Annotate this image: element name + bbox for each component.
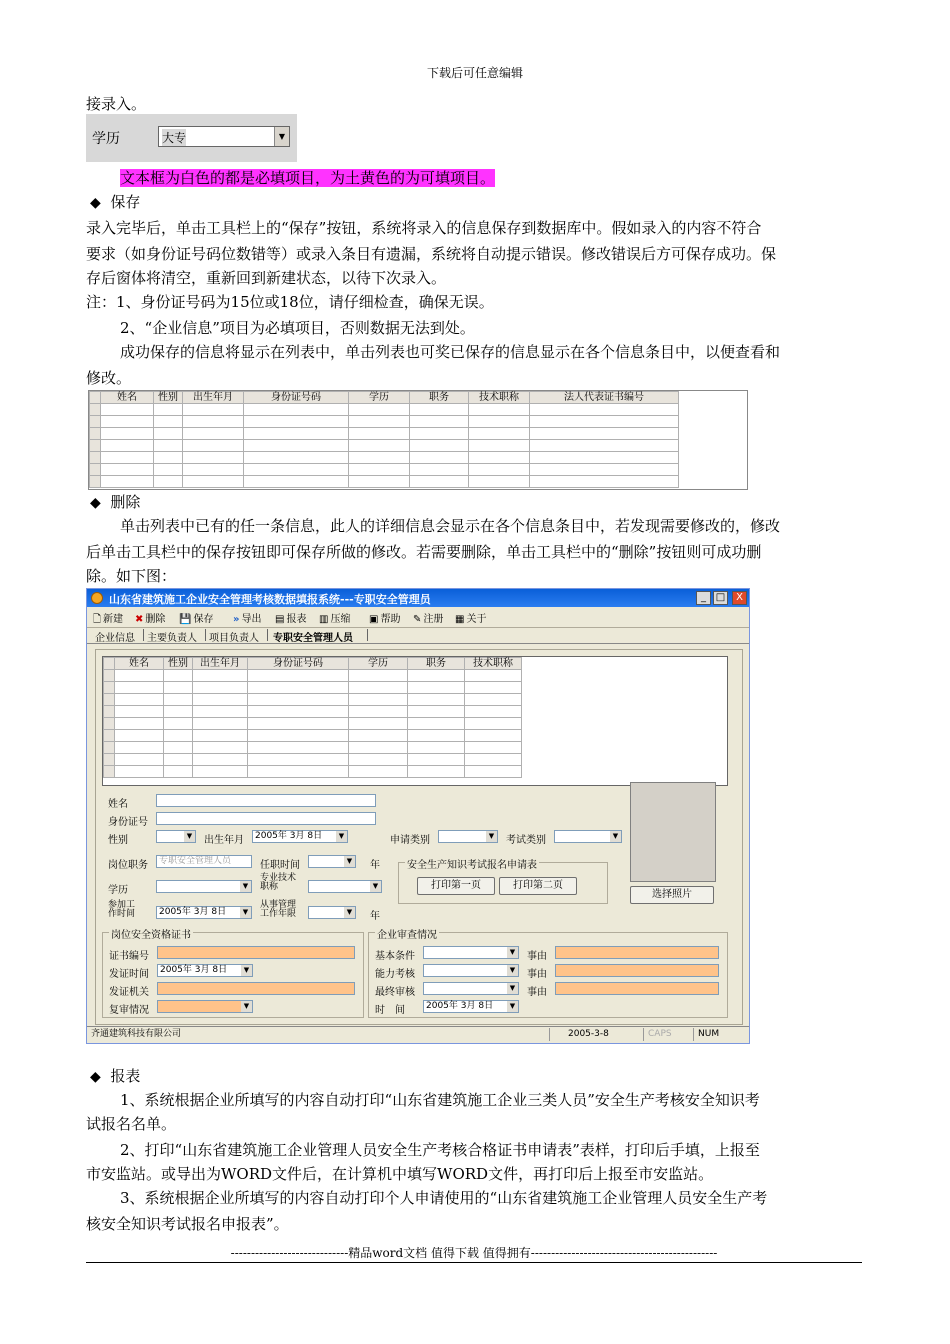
chevron-down-icon[interactable]: ▼ xyxy=(241,965,252,976)
report-paragraph-line: 试报名名单。 xyxy=(86,1115,177,1133)
toolbar xyxy=(87,607,749,628)
issue-org-label: 发证机关 xyxy=(109,987,149,998)
table-row[interactable] xyxy=(104,670,522,682)
grid-header[interactable]: 技术职称 xyxy=(469,392,530,404)
tech-title-select[interactable] xyxy=(308,880,382,893)
delete-paragraph-line: 单击列表中已有的任一条信息，此人的详细信息会显示在各个信息条目中，若发现需要修改的，修改 xyxy=(120,517,781,535)
new-icon: 🗋 xyxy=(93,614,102,625)
certificate-group xyxy=(102,932,364,1018)
intro-line: 接录入。 xyxy=(86,95,147,113)
post-label: 岗位职务 xyxy=(108,860,148,871)
gender-select[interactable] xyxy=(156,830,196,843)
name-field[interactable] xyxy=(156,794,376,807)
window-title: 山东省建筑施工企业安全管理考核数据填报系统---专职安全管理员 xyxy=(109,593,431,606)
help-icon: ▣ xyxy=(369,614,379,625)
save-heading: ◆ 保存 xyxy=(90,193,141,211)
table-row[interactable] xyxy=(104,682,522,694)
diamond-bullet-icon: ◆ xyxy=(90,495,101,511)
save-paragraph-line: 存后窗体将清空，重新回到新建状态，以待下次录入。 xyxy=(86,269,447,287)
mgmt-years-unit: 年 xyxy=(370,911,380,922)
diamond-bullet-icon: ◆ xyxy=(90,195,101,211)
reason-label: 事由 xyxy=(527,951,547,962)
page-footer: -----------------------------精品word文档 值得下载 值得拥有---------------------------------------------- xyxy=(230,1246,718,1260)
basic-label: 基本条件 xyxy=(375,951,415,962)
table-row[interactable] xyxy=(104,718,522,730)
tab-safety-staff[interactable]: 专职安全管理人员 xyxy=(273,633,353,644)
ability-label: 能力考核 xyxy=(375,969,415,980)
education-select[interactable] xyxy=(156,880,252,893)
mgmt-years-select[interactable] xyxy=(308,906,356,919)
issue-time-label: 发证时间 xyxy=(109,969,149,980)
chevron-down-icon[interactable]: ▼ xyxy=(486,831,497,842)
apply-type-select[interactable] xyxy=(438,830,498,843)
audit-time-picker[interactable]: 2005年 3月 8日 ▼ xyxy=(423,1000,519,1013)
grid-header[interactable]: 学历 xyxy=(349,392,410,404)
table-row[interactable] xyxy=(90,428,679,440)
status-bar xyxy=(87,1026,749,1043)
final-reason-field[interactable] xyxy=(555,982,719,995)
register-icon: ✎ xyxy=(413,614,422,625)
minimize-button[interactable]: _ xyxy=(696,591,711,605)
report-paragraph-line: 市安监站。或导出为WORD文件后，在计算机中填写WORD文件，再打印后上报至市安监站。 xyxy=(86,1165,714,1183)
cert-no-label: 证书编号 xyxy=(109,951,149,962)
chevron-down-icon[interactable]: ▼ xyxy=(610,831,621,842)
grid-header[interactable]: 姓名 xyxy=(101,392,154,404)
close-button[interactable]: X xyxy=(732,591,747,605)
register-button[interactable]: ✎ 注册 xyxy=(413,614,444,625)
status-num: NUM xyxy=(693,1028,738,1041)
save-note-1: 注：1、身份证号码为15位或18位，请仔细检查，确保无误。 xyxy=(86,293,494,311)
save-paragraph-line: 录入完毕后，单击工具栏上的“保存”按钮，系统将录入的信息保存到数据库中。假如录入的内容不符合 xyxy=(86,219,762,237)
tab-separator xyxy=(143,629,144,641)
report-heading: ◆ 报表 xyxy=(90,1067,141,1085)
chevron-down-icon[interactable]: ▼ xyxy=(240,907,251,918)
delete-button[interactable]: ✖ 删除 xyxy=(135,614,166,625)
ability-reason-field[interactable] xyxy=(555,964,719,977)
compress-icon: ▥ xyxy=(319,614,329,625)
chevron-down-icon[interactable]: ▼ xyxy=(184,831,195,842)
chevron-down-icon[interactable]: ▼ xyxy=(336,831,347,842)
report-paragraph-line: 核安全知识考试报名申报表”。 xyxy=(86,1215,289,1233)
basic-reason-field[interactable] xyxy=(555,946,719,959)
chevron-down-icon[interactable]: ▼ xyxy=(507,947,518,958)
final-select[interactable] xyxy=(423,982,519,995)
grid-header[interactable]: 性别 xyxy=(164,658,193,670)
grid-header[interactable]: 法人代表证书编号 xyxy=(530,392,679,404)
report-paragraph-line: 3、系统根据企业所填写的内容自动打印个人申请使用的“山东省建筑施工企业管理人员安全生产考 xyxy=(120,1189,768,1207)
report-paragraph-line: 1、系统根据企业所填写的内容自动打印“山东省建筑施工企业三类人员”安全生产考核安全知识考 xyxy=(120,1091,760,1109)
chevron-down-icon[interactable]: ▼ xyxy=(344,907,355,918)
table-row[interactable] xyxy=(90,404,679,416)
grid-header[interactable]: 身份证号码 xyxy=(244,392,349,404)
post-field[interactable]: 专职安全管理人员 xyxy=(156,855,252,868)
ability-select[interactable] xyxy=(423,964,519,977)
tenure-label: 任职时间 xyxy=(260,860,300,871)
delete-heading: ◆ 删除 xyxy=(90,493,141,511)
report-icon: ▤ xyxy=(275,614,285,625)
title-bar xyxy=(87,589,749,607)
about-icon: ▦ xyxy=(455,614,465,625)
cert-no-field[interactable] xyxy=(157,946,355,959)
grid-header[interactable]: 技术职称 xyxy=(465,658,522,670)
review-select[interactable] xyxy=(157,1000,253,1013)
exam-application-title: 安全生产知识考试报名申请表 xyxy=(405,856,539,871)
time-label: 时 间 xyxy=(375,1005,405,1016)
table-row[interactable] xyxy=(90,416,679,428)
reason-label: 事由 xyxy=(527,969,547,980)
staff-table xyxy=(103,657,522,778)
birth-label: 出生年月 xyxy=(204,835,244,846)
print-page-2-button[interactable]: 打印第二页 xyxy=(499,877,577,895)
id-number-label: 身份证号 xyxy=(108,817,148,828)
work-time-label: 参加工 作时间 xyxy=(108,900,136,919)
chevron-down-icon[interactable]: ▼ xyxy=(507,983,518,994)
name-label: 姓名 xyxy=(108,799,128,810)
grid-header[interactable]: 出生年月 xyxy=(183,392,244,404)
grid-header[interactable]: 学历 xyxy=(349,658,408,670)
certificate-group-title: 岗位安全资格证书 xyxy=(109,926,193,941)
maximize-button[interactable]: □ xyxy=(713,591,728,605)
work-time-picker[interactable]: 2005年 3月 8日 ▼ xyxy=(156,906,252,919)
note-highlight: 文本框为白色的都是必填项目，为土黄色的为可填项目。 xyxy=(120,169,496,187)
export-icon: » xyxy=(233,614,240,625)
save-button[interactable]: 💾 保存 xyxy=(179,614,214,625)
save-icon: 💾 xyxy=(179,614,192,625)
issue-time-picker[interactable]: 2005年 3月 8日 ▼ xyxy=(157,964,253,977)
tab-separator xyxy=(267,629,268,641)
audit-group-title: 企业审查情况 xyxy=(375,926,439,941)
print-page-1-button[interactable]: 打印第一页 xyxy=(417,877,495,895)
final-label: 最终审核 xyxy=(375,987,415,998)
diamond-bullet-icon: ◆ xyxy=(90,1069,101,1085)
chevron-down-icon[interactable]: ▼ xyxy=(241,1001,252,1012)
table-row[interactable] xyxy=(104,766,522,778)
apply-type-label: 申请类别 xyxy=(390,835,430,846)
grid-header[interactable]: 职务 xyxy=(408,658,465,670)
chevron-down-icon[interactable]: ▼ xyxy=(507,965,518,976)
status-date: 2005-3-8 xyxy=(549,1028,654,1041)
table-row[interactable] xyxy=(104,742,522,754)
audit-group xyxy=(368,932,728,1018)
tab-bar xyxy=(87,627,749,644)
chevron-down-icon[interactable]: ▼ xyxy=(344,856,355,867)
basic-select[interactable] xyxy=(423,946,519,959)
education-label: 学历 xyxy=(108,885,128,896)
grid-header[interactable]: 职务 xyxy=(410,392,469,404)
grid-header[interactable]: 性别 xyxy=(154,392,183,404)
chevron-down-icon[interactable]: ▼ xyxy=(507,1001,518,1012)
save-paragraph-line: 要求（如身份证号码位数错等）或录入条目有遗漏，系统将自动提示错误。修改错误后方可保存成功。保 xyxy=(86,245,777,263)
app-icon xyxy=(91,592,103,604)
tenure-select[interactable] xyxy=(308,855,356,868)
records-table xyxy=(89,391,679,488)
table-row[interactable] xyxy=(104,730,522,742)
chevron-down-icon[interactable]: ▼ xyxy=(240,881,251,892)
id-number-field[interactable] xyxy=(156,812,376,825)
delete-paragraph-line: 除。如下图： xyxy=(86,567,177,585)
delete-icon: ✖ xyxy=(135,614,144,625)
report-paragraph-line: 2、打印“山东省建筑施工企业管理人员安全生产考核合格证书申请表”表样，打印后手填，上报至 xyxy=(120,1141,760,1159)
save-paragraph2-line: 成功保存的信息将显示在列表中，单击列表也可奖已保存的信息显示在各个信息条目中，以便查看和 xyxy=(120,343,781,361)
table-row[interactable] xyxy=(90,440,679,452)
footer-divider xyxy=(86,1262,862,1263)
tab-main-principal[interactable]: 主要负责人 xyxy=(147,633,197,644)
education-value: 大专 xyxy=(162,131,187,145)
birth-date-picker[interactable]: 2005年 3月 8日 ▼ xyxy=(252,830,348,843)
gender-label: 性别 xyxy=(108,835,128,846)
education-select[interactable] xyxy=(158,126,290,147)
grid-header[interactable]: 姓名 xyxy=(115,658,164,670)
mgmt-years-label: 从事管理 工作年限 xyxy=(260,900,297,919)
staff-grid[interactable] xyxy=(102,656,728,786)
about-button[interactable]: ▦ 关于 xyxy=(455,614,487,625)
grid-header[interactable]: 出生年月 xyxy=(193,658,248,670)
table-row[interactable] xyxy=(104,694,522,706)
grid-header[interactable]: 身份证号码 xyxy=(248,658,349,670)
table-row[interactable] xyxy=(104,754,522,766)
help-button[interactable]: ▣ 帮助 xyxy=(369,614,401,625)
records-grid[interactable] xyxy=(88,390,748,490)
tech-title-label: 专业技术 职称 xyxy=(260,873,297,892)
education-label: 学历 xyxy=(92,131,120,147)
photo-box xyxy=(630,782,716,882)
tab-separator xyxy=(205,629,206,641)
tab-project-manager[interactable]: 项目负责人 xyxy=(209,633,259,644)
table-row[interactable] xyxy=(90,452,679,464)
save-note-2: 2、“企业信息”项目为必填项目，否则数据无法到处。 xyxy=(120,319,475,337)
exam-type-select[interactable] xyxy=(554,830,622,843)
choose-photo-button[interactable]: 选择照片 xyxy=(630,886,714,904)
table-row[interactable] xyxy=(90,476,679,488)
education-example xyxy=(86,114,297,162)
reason-label: 事由 xyxy=(527,987,547,998)
status-caps: CAPS xyxy=(643,1028,694,1041)
delete-paragraph-line: 后单击工具栏中的保存按钮即可保存所做的修改。若需要删除，单击工具栏中的“删除”按钮则可成功删 xyxy=(86,543,762,561)
exam-application-group xyxy=(398,862,608,904)
table-row[interactable] xyxy=(90,464,679,476)
status-company: 齐通建筑科技有限公司 xyxy=(91,1029,182,1039)
chevron-down-icon[interactable]: ▼ xyxy=(274,127,289,146)
tab-separator xyxy=(367,629,368,641)
compress-button[interactable]: ▥ 压缩 xyxy=(319,614,351,625)
app-window xyxy=(86,588,750,1044)
new-button[interactable]: 🗋 新建 xyxy=(93,610,123,629)
page-header: 下载后可任意编辑 xyxy=(426,66,523,80)
export-button[interactable]: » 导出 xyxy=(233,614,262,625)
tab-company-info[interactable]: 企业信息 xyxy=(95,633,135,644)
exam-type-label: 考试类别 xyxy=(506,835,546,846)
save-paragraph2-line: 修改。 xyxy=(86,369,132,387)
table-row[interactable] xyxy=(104,706,522,718)
issue-org-field[interactable] xyxy=(157,982,355,995)
report-button[interactable]: ▤ 报表 xyxy=(275,614,307,625)
tenure-unit: 年 xyxy=(370,860,380,871)
chevron-down-icon[interactable]: ▼ xyxy=(370,881,381,892)
form-panel xyxy=(95,649,743,1025)
review-label: 复审情况 xyxy=(109,1005,149,1016)
